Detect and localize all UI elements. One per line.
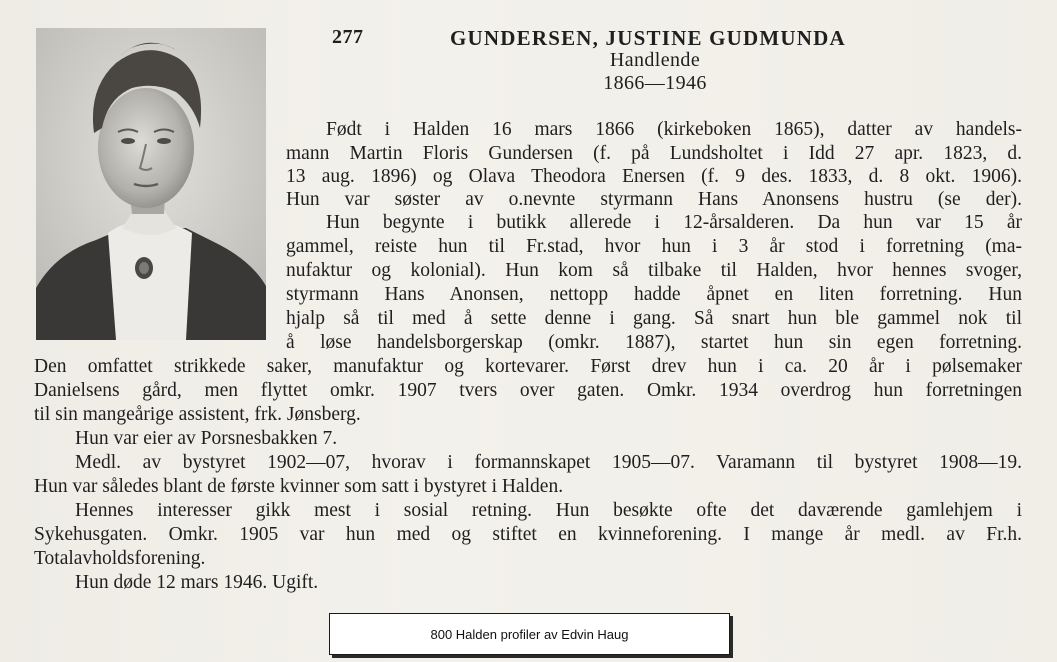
body-text-line: Totalavholdsforening. — [34, 548, 206, 569]
caption-text: 800 Halden profiler av Edvin Haug — [430, 626, 629, 642]
body-text-line: Hun var eier av Porsnesbakken 7. — [75, 428, 338, 449]
body-text-line: Hun var således blant de første kvinner som satt i bystyret i Halden. — [34, 476, 564, 497]
body-text-line: Hun døde 12 mars 1946. Ugift. — [75, 572, 319, 593]
body-text-line: Hun var søster av o.nevnte styrmann Hans Anonsens hustru (se der). — [286, 189, 1022, 210]
body-text-line: Hun begynte i butikk allerede i 12-årsalderen. Da hun var 15 år — [326, 212, 1022, 233]
body-text-line: mann Martin Floris Gundersen (f. på Lundsholtet i Idd 27 apr. 1823, d. — [286, 143, 1022, 164]
body-text-line: Danielsens gård, men flyttet omkr. 1907 tvers over gaten. Omkr. 1934 overdrog hun forretningen — [34, 380, 1022, 401]
body-text-line: Den omfattet strikkede saker, manufaktur og kortevarer. Først drev hun i ca. 20 år i pølsemaker — [34, 356, 1022, 377]
body-text-line: nufaktur og kolonial). Hun kom så tilbake til Halden, hvor hennes svoger, — [286, 260, 1022, 281]
body-text-line: Medl. av bystyret 1902—07, hvorav i formannskapet 1905—07. Varamann til bystyret 1908—19. — [75, 452, 1022, 473]
entry-occupation: Handlende — [609, 49, 701, 71]
page-number: 277 — [332, 26, 364, 48]
body-text-line: 13 aug. 1896) og Olava Theodora Enersen (f. 9 des. 1833, d. 8 okt. 1906). — [286, 166, 1022, 187]
portrait-photo — [36, 28, 266, 340]
body-text-line: gammel, reiste hun til Fr.stad, hvor hun i 3 år stod i forretning (ma- — [286, 236, 1022, 257]
entry-years: 1866—1946 — [603, 72, 707, 94]
caption-box — [329, 613, 730, 655]
body-text-line: å løse handelsborgerskap (omkr. 1887), startet hun sin egen forretning. — [286, 332, 1022, 353]
body-text-line: styrmann Hans Anonsen, nettopp hadde åpnet en liten forretning. Hun — [286, 284, 1022, 305]
body-text-line: Hennes interesser gikk mest i sosial retning. Hun besøkte ofte det daværende gamlehjem i — [75, 500, 1022, 521]
body-text-line: Født i Halden 16 mars 1866 (kirkeboken 1865), datter av handels- — [326, 119, 1022, 140]
body-text-line: Sykehusgaten. Omkr. 1905 var hun med og stiftet en kvinneforening. I mange år medl. av Fr.h. — [34, 524, 1022, 545]
body-text-line: til sin mangeårige assistent, frk. Jønsberg. — [34, 404, 361, 425]
entry-name-heading: GUNDERSEN, JUSTINE GUDMUNDA — [450, 26, 846, 50]
body-text-line: hjalp så til med å sette denne i gang. Så snart hun ble gammel nok til — [286, 308, 1022, 329]
